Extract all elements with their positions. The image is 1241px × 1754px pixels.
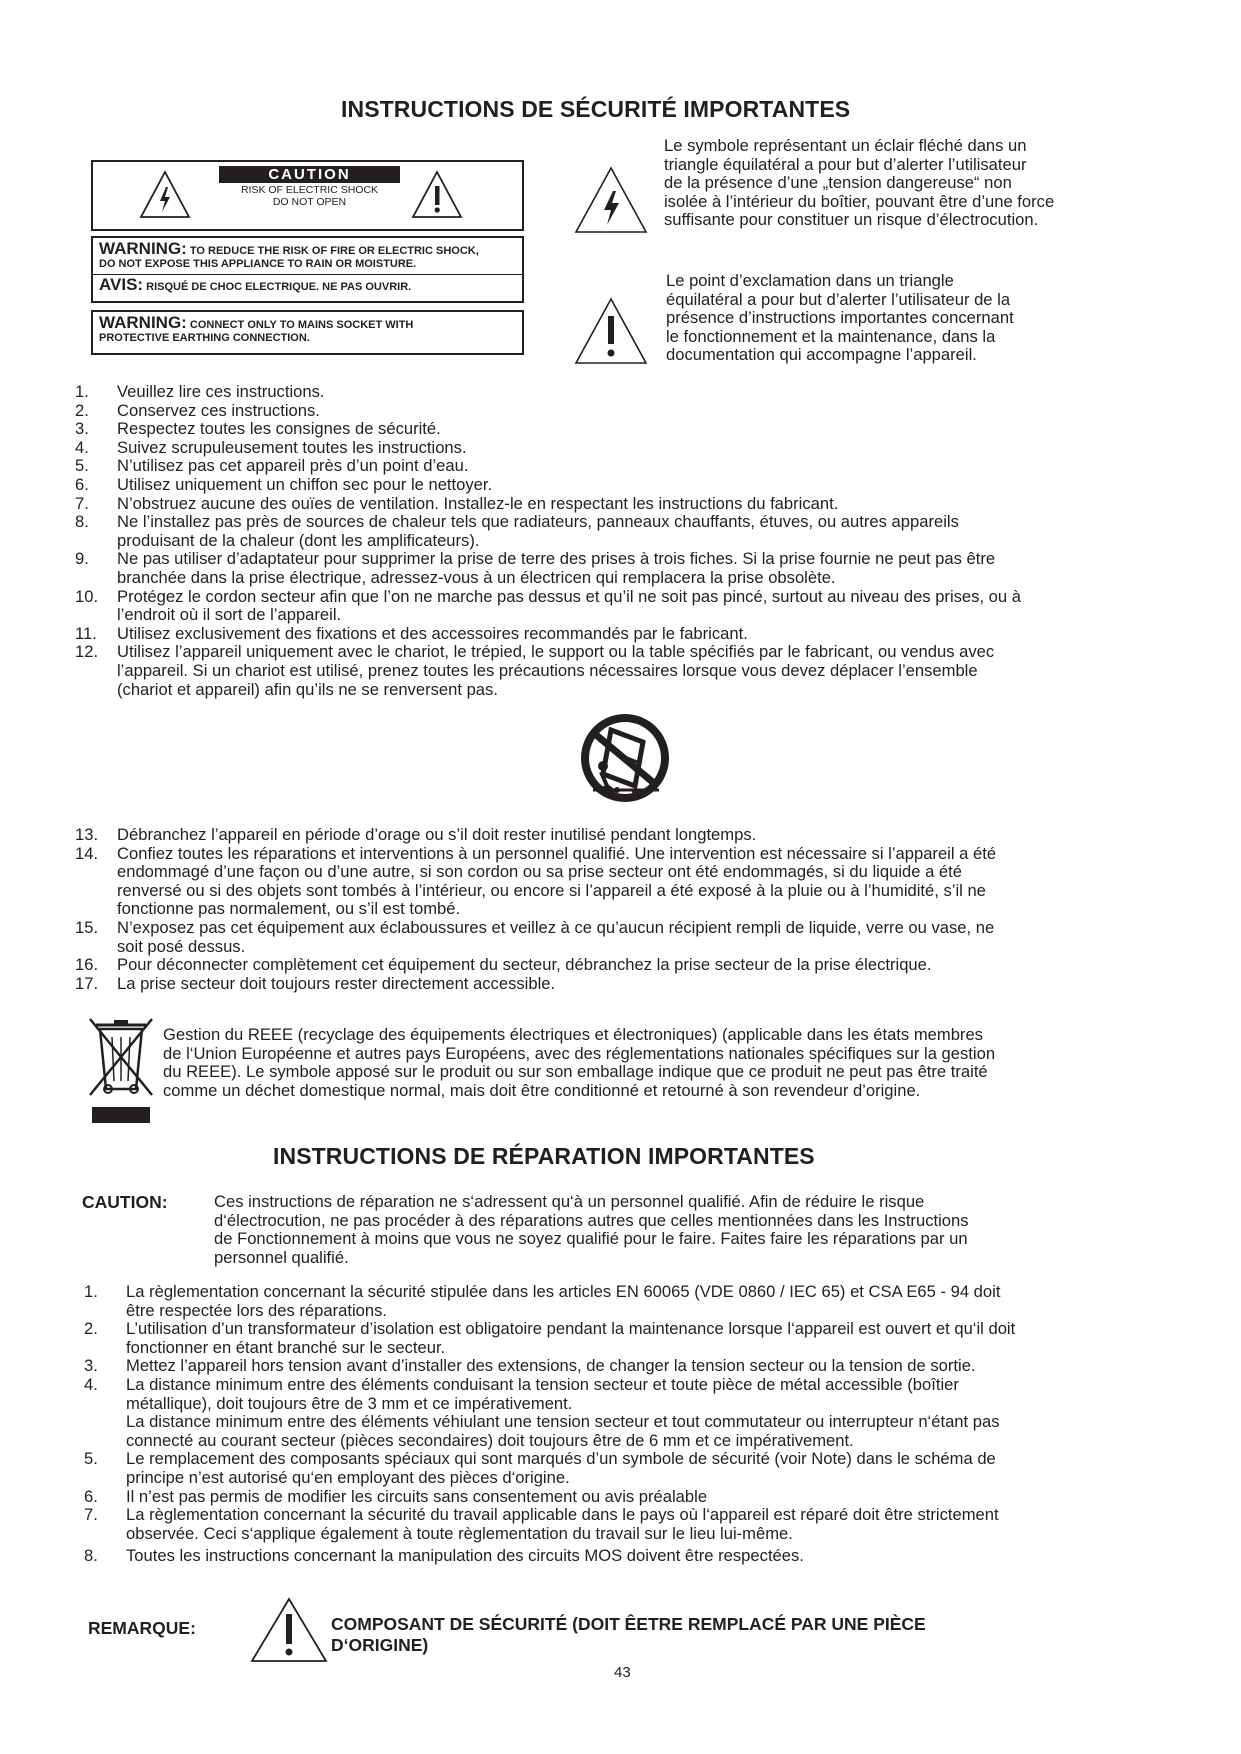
- list-item: [75, 845, 1155, 919]
- list-item-line: (chariot et appareil) afin qu’ils ne se renversent pas.: [117, 679, 498, 699]
- list-item: [75, 956, 1155, 975]
- list-number: 10.: [75, 586, 99, 606]
- text-line: Gestion du REEE (recyclage des équipements électriques et électroniques) (applicable dans les états membres: [163, 1025, 983, 1044]
- list-item-line: être respectée lors des réparations.: [126, 1300, 388, 1320]
- weee-text: [163, 1026, 995, 1100]
- safety-list: [75, 383, 1155, 699]
- list-item-line: Confiez toutes les réparations et interventions à un personnel qualifié. Une intervention est nécessaire si l’appareil a été: [117, 843, 997, 863]
- repair-caution-label: CAUTION:: [82, 1192, 168, 1212]
- text-line: Le point d’exclamation dans un triangle: [666, 271, 954, 290]
- list-item-line: Ne pas utiliser d’adaptateur pour supprimer la prise de terre des prises à trois fiches. Si la prise fournie ne peut pas être: [117, 549, 996, 569]
- list-number: 15.: [75, 917, 99, 937]
- list-item: [75, 495, 1155, 514]
- list-number: 5.: [75, 456, 89, 476]
- text-line: COMPOSANT DE SÉCURITÉ (DOIT ÊETRE REMPLACÉ PAR UNE PIÈCE: [331, 1614, 926, 1634]
- text-line: documentation qui accompagne l’appareil.: [666, 345, 977, 365]
- list-item-line: soit posé dessus.: [117, 936, 246, 956]
- list-item: [75, 513, 1155, 550]
- list-item-line: La règlementation concernant la sécurité du travail applicable dans le pays où l‘appareil est réparé doit être strictement: [126, 1505, 999, 1525]
- avis-text: RISQUÉ DE CHOC ELECTRIQUE. NE PAS OUVRIR.: [146, 281, 412, 293]
- list-number: 7.: [75, 493, 89, 513]
- list-item-line: connecté au courant secteur (pièces secondaires) doit toujours être de 6 mm et ce impérativement.: [126, 1430, 854, 1450]
- exclamation-triangle-icon: [411, 170, 463, 220]
- list-item-line: N’exposez pas cet équipement aux éclaboussures et veillez à ce qu’aucun récipient rempli de liquide, verre ou vase, ne: [117, 917, 995, 937]
- warning-text-line2: DO NOT EXPOSE THIS APPLIANCE TO RAIN OR MOISTURE.: [99, 258, 417, 270]
- safety-list-continued: [75, 826, 1155, 993]
- list-item: [84, 1357, 1154, 1376]
- list-item-line: Pour déconnecter complètement cet équipement du secteur, débranchez la prise secteur de la prise électrique.: [117, 955, 932, 975]
- warning-text: TO REDUCE THE RISK OF FIRE OR ELECTRIC SHOCK,: [189, 245, 479, 257]
- list-item-line: Toutes les instructions concernant la manipulation des circuits MOS doivent être respectées.: [126, 1546, 804, 1566]
- list-item-line: Ne l’installez pas près de sources de chaleur tels que radiateurs, panneaux chauffants, étuves, ou autres appareils: [117, 512, 959, 532]
- list-number: 8.: [84, 1546, 98, 1566]
- list-item-line: Débranchez l’appareil en période d’orage ou s’il doit rester inutilisé pendant longtemps.: [117, 825, 757, 844]
- list-number: 5.: [84, 1449, 98, 1469]
- risk-line-1: RISK OF ELECTRIC SHOCK: [240, 184, 379, 196]
- list-item-line: l’endroit où il sort de l’appareil.: [117, 605, 342, 625]
- list-item: [75, 643, 1155, 699]
- list-item: [84, 1506, 1154, 1543]
- text-line: de la présence d’une „tension dangereuse“ non: [664, 173, 1012, 193]
- list-item: [84, 1450, 1154, 1487]
- list-number: 7.: [84, 1505, 98, 1525]
- list-item: [75, 975, 1155, 994]
- list-number: 2.: [75, 400, 89, 420]
- text-line: présence d’instructions importantes concernant: [666, 308, 1014, 328]
- list-item-line: Utilisez l’appareil uniquement avec le chariot, le trépied, le support ou la table spécifiés par le fabricant, ou vendus avec: [117, 642, 995, 662]
- list-number: 17.: [75, 973, 99, 993]
- list-number: 2.: [84, 1319, 98, 1339]
- list-item-line: N’utilisez pas cet appareil près d’un point d’eau.: [117, 456, 469, 476]
- list-number: 11.: [75, 623, 97, 643]
- list-number: 6.: [84, 1486, 98, 1506]
- list-number: 4.: [75, 437, 89, 457]
- text-line: du REEE). Le symbole apposé sur le produit ou sur son emballage indique que ce produit ne peut pas être traité: [163, 1062, 988, 1082]
- list-item: [75, 420, 1155, 439]
- page-number: 43: [614, 1664, 631, 1681]
- exclamation-symbol-icon: [573, 296, 649, 366]
- text-line: de Fonctionnement à moins que vous ne soyez qualifié pour le faire. Faites faire les réparations par un: [214, 1229, 968, 1249]
- text-line: Ces instructions de réparation ne s‘adressent qu‘à un personnel qualifié. Afin de réduire le risque: [214, 1192, 925, 1211]
- remark-exclamation-icon: [250, 1597, 328, 1663]
- list-item-line: l’appareil. Si un chariot est utilisé, prenez toutes les précautions nécessaires lorsque vous devez déplacer l’ensemble: [117, 660, 978, 680]
- text-line: triangle équilatéral a pour but d’alerter l’utilisateur: [664, 154, 1027, 174]
- text-line: personnel qualifié.: [214, 1247, 349, 1267]
- repair-title: INSTRUCTIONS DE RÉPARATION IMPORTANTES: [273, 1143, 815, 1169]
- text-line: Le symbole représentant un éclair fléché dans un: [664, 136, 1027, 155]
- list-item-line: Utilisez uniquement un chiffon sec pour le nettoyer.: [117, 474, 493, 494]
- list-item: [84, 1547, 1154, 1566]
- warning-heading-2: WARNING:: [99, 313, 187, 332]
- list-item-line: Il n’est pas permis de modifier les circuits sans consentement ou avis préalable: [126, 1486, 708, 1506]
- list-item: [84, 1488, 1154, 1507]
- list-item-line: fonctionne pas normalement, ou s’il est tombé.: [117, 899, 461, 919]
- list-item: [75, 457, 1155, 476]
- caution-label-box: [91, 160, 524, 231]
- warning-box-moisture: [91, 236, 524, 303]
- list-number: 1.: [75, 382, 89, 401]
- list-item: [75, 439, 1155, 458]
- list-item: [75, 919, 1155, 956]
- lightning-triangle-icon: [139, 170, 191, 220]
- list-item-line: Veuillez lire ces instructions.: [117, 382, 325, 401]
- warning-heading: WARNING:: [99, 239, 187, 258]
- remark-label: REMARQUE:: [88, 1618, 196, 1638]
- list-item-line: observée. Ceci s‘applique également à toute règlementation du travail sur le lieu lui-même.: [126, 1523, 793, 1543]
- repair-caution-text: [214, 1193, 969, 1267]
- list-number: 1.: [84, 1282, 98, 1301]
- cart-tipover-icon: [577, 712, 673, 804]
- caution-banner: CAUTION: [219, 166, 400, 183]
- risk-line-2: DO NOT OPEN: [272, 196, 347, 208]
- lightning-description: [664, 137, 1054, 230]
- text-line: de l‘Union Européenne et autres pays Européens, avec des réglementations nationales spécifiques sur la gestion: [163, 1043, 996, 1063]
- list-item: [75, 625, 1155, 644]
- warning-text-2: CONNECT ONLY TO MAINS SOCKET WITH: [189, 319, 414, 331]
- warning-text-2-line2: PROTECTIVE EARTHING CONNECTION.: [99, 332, 310, 344]
- text-line: d‘électrocution, ne pas procéder à des réparations autres que celles mentionnées dans les Instructions: [214, 1210, 969, 1230]
- list-number: 9.: [75, 549, 89, 569]
- list-number: 8.: [75, 512, 89, 532]
- exclamation-description: [666, 272, 1014, 365]
- list-item-line: renversé ou si des objets sont tombés à l’intérieur, ou encore si l’appareil a été exposé à la pluie ou à l’humidité, s’il ne: [117, 880, 986, 900]
- list-number: 13.: [75, 825, 99, 844]
- list-item-line: La distance minimum entre des éléments véhiulant une tension secteur et tout commutateur ou interrupteur n‘étant pas: [126, 1412, 1000, 1432]
- warning-box-earthing: [91, 310, 524, 355]
- list-item-line: produisant de la chaleur (dont les amplificateurs).: [117, 530, 480, 550]
- list-item-line: L’utilisation d’un transformateur d’isolation est obligatoire pendant la maintenance lorsque l‘appareil est ouvert et qu‘il doit: [126, 1319, 1016, 1339]
- list-item-line: La prise secteur doit toujours rester directement accessible.: [117, 973, 556, 993]
- list-item-line: principe n’est autorisé qu‘en employant des pièces d‘origine.: [126, 1467, 570, 1487]
- repair-list: [84, 1283, 1154, 1566]
- text-line: D‘ORIGINE): [331, 1635, 429, 1655]
- list-item-line: La règlementation concernant la sécurité stipulée dans les articles EN 60065 (VDE 0860 / IEC 65) et CSA E65 - 94 doit: [126, 1282, 1001, 1301]
- list-item-line: Conservez ces instructions.: [117, 400, 320, 420]
- list-item-line: Utilisez exclusivement des fixations et des accessoires recommandés par le fabricant.: [117, 623, 748, 643]
- remark-text: [331, 1614, 926, 1656]
- list-item: [75, 476, 1155, 495]
- list-item: [75, 550, 1155, 587]
- list-number: 6.: [75, 474, 89, 494]
- weee-bin-icon: [86, 1017, 156, 1125]
- list-number: 14.: [75, 843, 99, 863]
- list-item: [75, 402, 1155, 421]
- list-item-line: N’obstruez aucune des ouïes de ventilation. Installez-le en respectant les instructions du fabricant.: [117, 493, 839, 513]
- list-number: 12.: [75, 642, 99, 662]
- avis-heading: AVIS:: [99, 275, 144, 294]
- list-item: [75, 383, 1155, 402]
- list-item: [75, 588, 1155, 625]
- list-item-line: Respectez toutes les consignes de sécurité.: [117, 419, 441, 439]
- lightning-symbol-icon: [573, 165, 649, 235]
- list-number: 3.: [75, 419, 89, 439]
- list-item: [84, 1283, 1154, 1320]
- list-item: [75, 826, 1155, 845]
- safety-title: INSTRUCTIONS DE SÉCURITÉ IMPORTANTES: [341, 96, 851, 122]
- text-line: comme un déchet domestique normal, mais doit être conditionné et retourné à son revendeur d’origine.: [163, 1080, 921, 1100]
- list-item-line: Suivez scrupuleusement toutes les instructions.: [117, 437, 467, 457]
- list-item-line: Le remplacement des composants spéciaux qui sont marqués d’un symbole de sécurité (voir Note) dans le schéma de: [126, 1449, 996, 1469]
- list-item: [84, 1320, 1154, 1357]
- list-number: 4.: [84, 1374, 98, 1394]
- list-number: 16.: [75, 955, 99, 975]
- text-line: équilatéral a pour but d’alerter l’utilisateur de la: [666, 289, 1011, 309]
- list-item-line: La distance minimum entre des éléments conduisant la tension secteur et toute pièce de métal accessible (boîtier: [126, 1374, 959, 1394]
- list-item-line: fonctionner en étant branché sur le secteur.: [126, 1337, 446, 1357]
- list-item: [84, 1376, 1154, 1450]
- list-item-line: branchée dans la prise électrique, adressez-vous à un électricen qui remplacera la prise obsolète.: [117, 567, 836, 587]
- list-item-line: endommagé d’une façon ou d’une autre, si son cordon ou sa prise secteur ont été endommagés, si du liquide a été: [117, 862, 962, 882]
- list-number: 3.: [84, 1356, 98, 1376]
- list-item-line: Protégez le cordon secteur afin que l’on ne marche pas dessus et qu’il ne soit pas pincé, surtout au niveau des prises, ou à: [117, 586, 1021, 606]
- list-item-line: Mettez l’appareil hors tension avant d’installer des extensions, de changer la tension secteur ou la tension de sortie.: [126, 1356, 976, 1376]
- text-line: suffisante pour constituer un risque d’électrocution.: [664, 210, 1039, 230]
- list-item-line: métallique), doit toujours être de 3 mm et ce impérativement.: [126, 1393, 573, 1413]
- text-line: isolée à l’intérieur du boîtier, pouvant être d’une force: [664, 191, 1055, 211]
- text-line: le fonctionnement et la maintenance, dans la: [666, 326, 996, 346]
